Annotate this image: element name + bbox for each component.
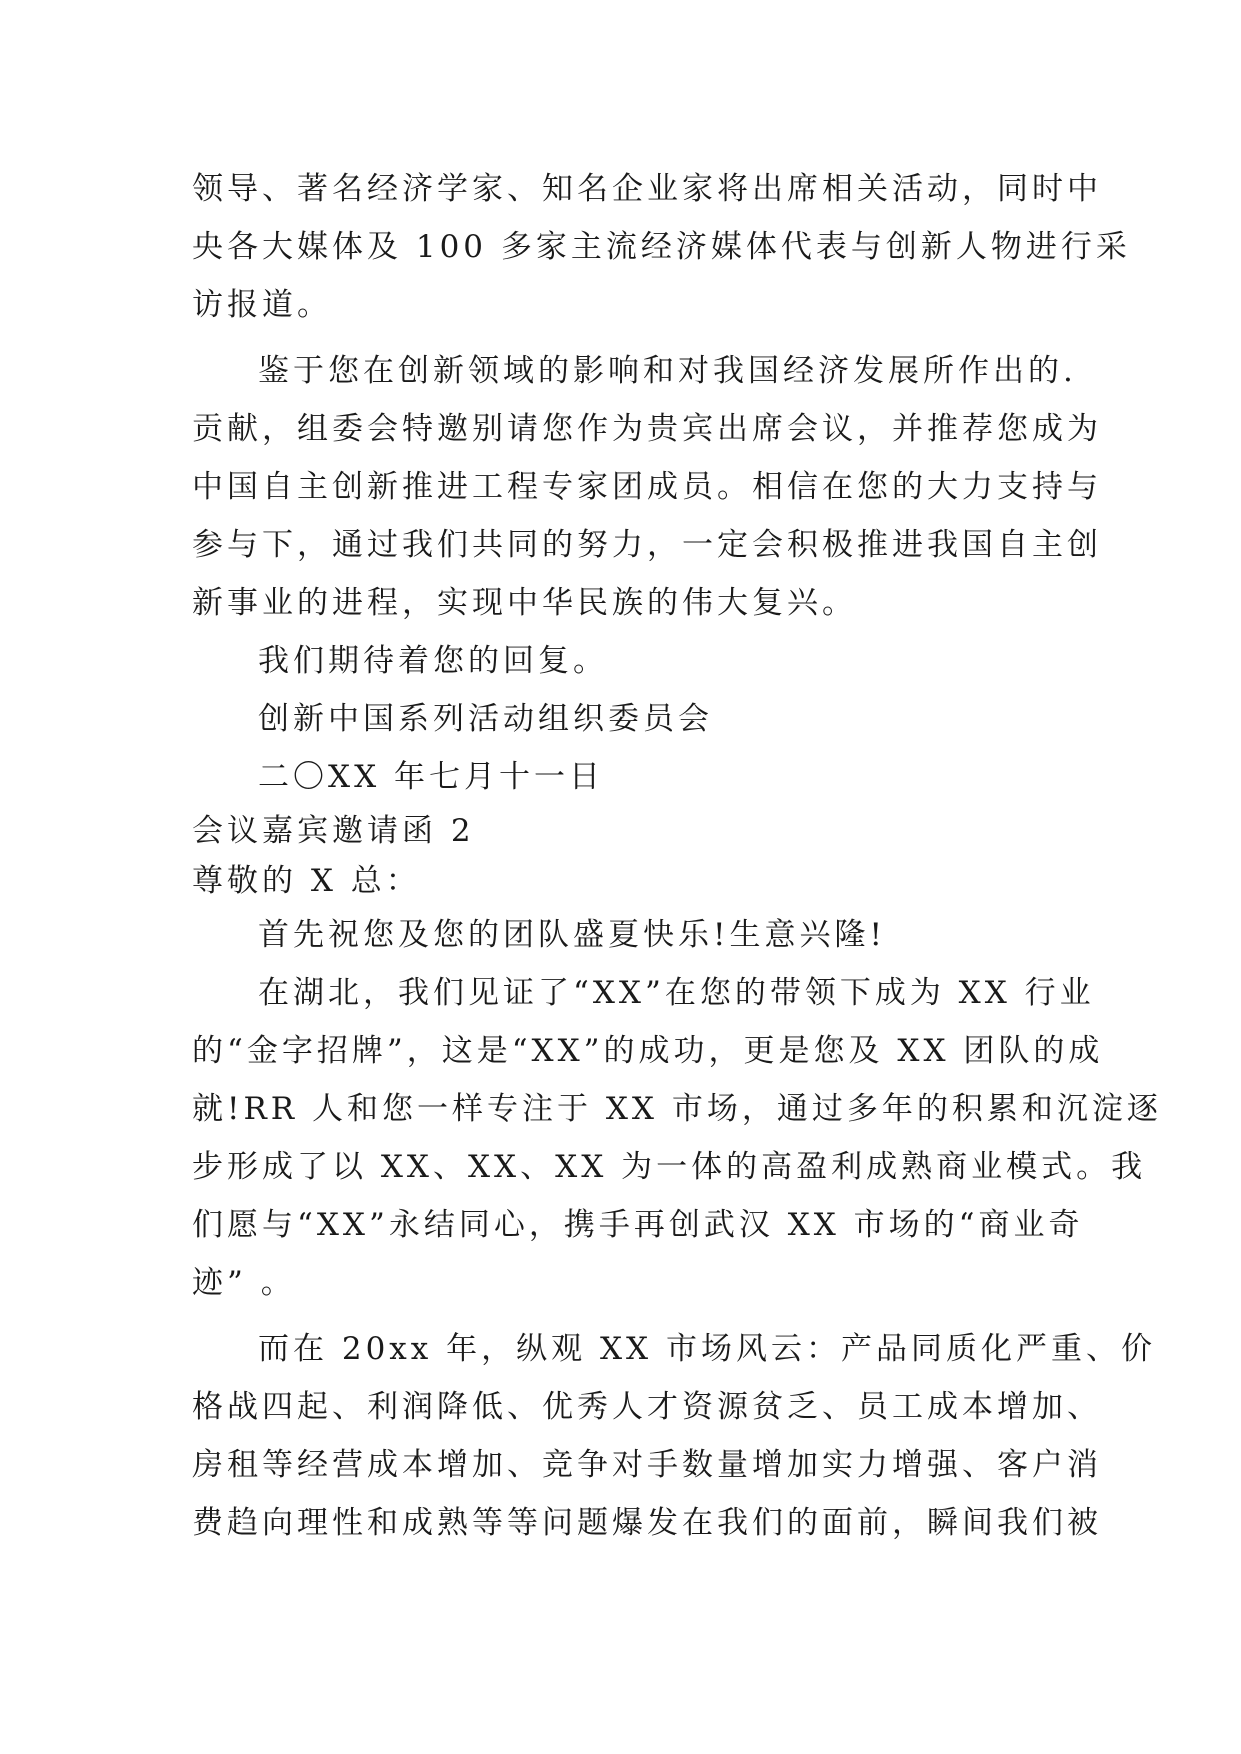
paragraph-line: 步形成了以 XX、XX、XX 为一体的高盈利成熟商业模式。我 — [192, 1149, 1147, 1185]
signature-organization: 创新中国系列活动组织委员会 — [258, 701, 713, 737]
paragraph-line: 央各大媒体及 100 多家主流经济媒体代表与创新人物进行采 — [192, 229, 1131, 265]
closing-line: 我们期待着您的回复。 — [258, 643, 608, 679]
paragraph-line: 迹” 。 — [192, 1265, 296, 1301]
paragraph-line: 们愿与“XX”永结同心，携手再创武汉 XX 市场的“商业奇 — [192, 1207, 1084, 1243]
paragraph-line: 而在 20xx 年，纵观 XX 市场风云：产品同质化严重、价 — [258, 1331, 1156, 1367]
paragraph-line: 格战四起、利润降低、优秀人才资源贫乏、员工成本增加、 — [192, 1389, 1102, 1425]
paragraph-line: 房租等经营成本增加、竞争对手数量增加实力增强、客户消 — [192, 1447, 1102, 1483]
paragraph-line: 中国自主创新推进工程专家团成员。相信在您的大力支持与 — [192, 469, 1102, 505]
signature-date: 二〇XX 年七月十一日 — [258, 759, 604, 795]
paragraph-line: 新事业的进程，实现中华民族的伟大复兴。 — [192, 585, 857, 621]
paragraph-line: 费趋向理性和成熟等等问题爆发在我们的面前，瞬间我们被 — [192, 1505, 1102, 1541]
paragraph-line: 鉴于您在创新领域的影响和对我国经济发展所作出的. — [258, 353, 1077, 389]
document-body — [192, 160, 1162, 1552]
paragraph-line: 参与下，通过我们共同的努力，一定会积极推进我国自主创 — [192, 527, 1102, 563]
paragraph-line: 就!RR 人和您一样专注于 XX 市场，通过多年的积累和沉淀逐 — [192, 1091, 1162, 1127]
paragraph-line: 访报道。 — [192, 287, 332, 323]
salutation: 尊敬的 X 总： — [192, 863, 421, 899]
paragraph-line: 领导、著名经济学家、知名企业家将出席相关活动，同时中 — [192, 171, 1102, 207]
paragraph-line: 的“金字招牌”，这是“XX”的成功，更是您及 XX 团队的成 — [192, 1033, 1104, 1069]
section-title: 会议嘉宾邀请函 2 — [192, 813, 475, 849]
paragraph-line: 贡献，组委会特邀别请您作为贵宾出席会议，并推荐您成为 — [192, 411, 1102, 447]
greeting-line: 首先祝您及您的团队盛夏快乐!生意兴隆! — [258, 917, 886, 953]
paragraph-line: 在湖北，我们见证了“XX”在您的带领下成为 XX 行业 — [258, 975, 1095, 1011]
